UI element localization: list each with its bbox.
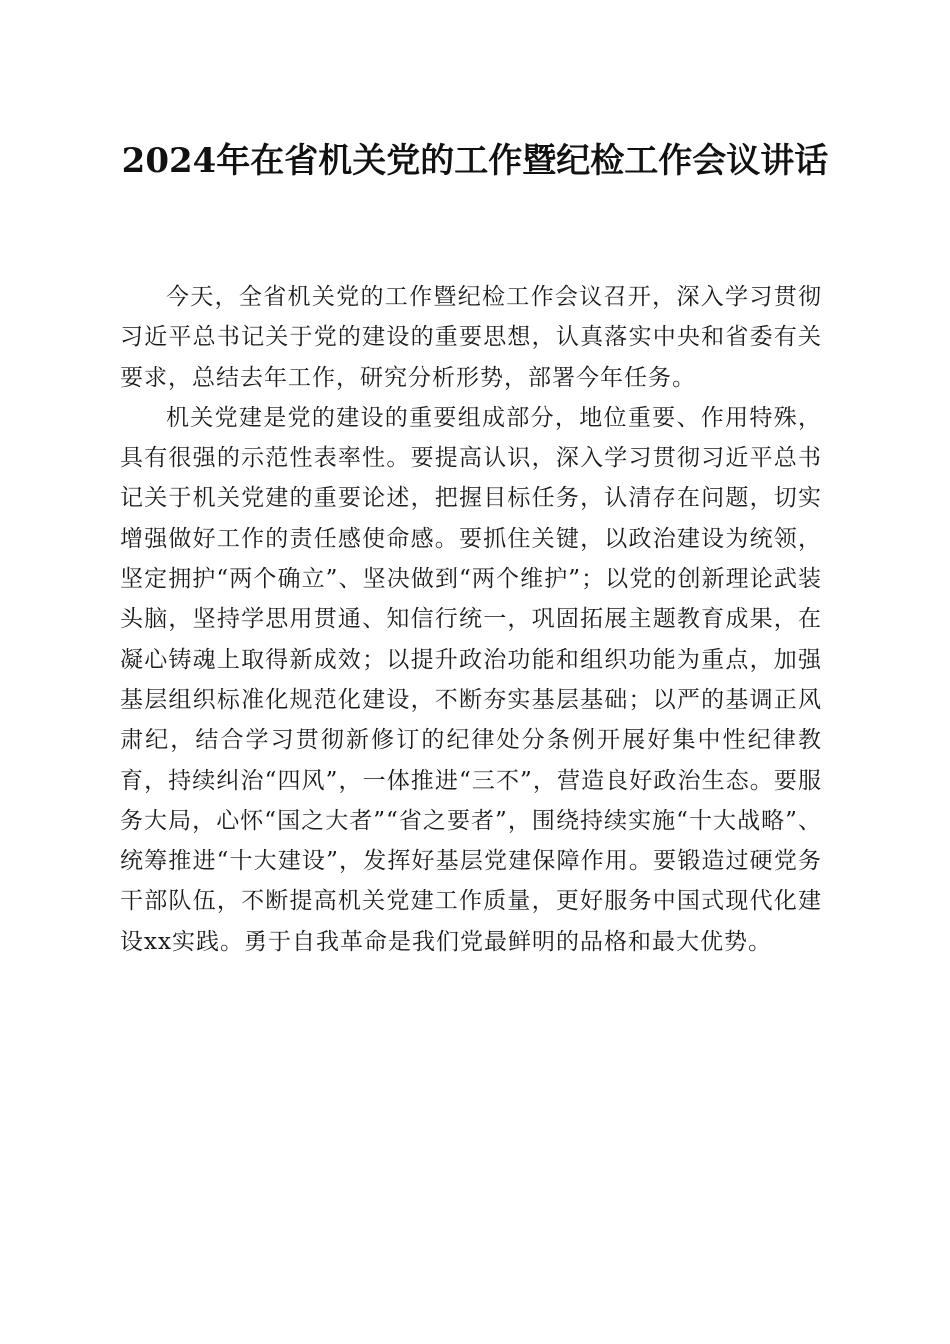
paragraph-2: 机关党建是党的建设的重要组成部分，地位重要、作用特殊，具有很强的示范性表率性。要提高认识，深入学习贯彻习近平总书记关于机关党建的重要论述，把握目标任务，认清存在问题，切实增强做好工作的责任感使命感。要抓住关键，以政治建设为统领，坚定拥护“两个确立”、坚决做到“两个维护”；以党的创新理论武装头脑，坚持学思用贯通、知信行统一，巩固拓展主题教育成果，在凝心铸魂上取得新成效；以提升政治功能和组织功能为重点，加强基层组织标准化规范化建设，不断夯实基层基础；以严的基调正风肃纪，结合学习贯彻新修订的纪律处分条例开展好集中性纪律教育，持续纠治“四风”，一体推进“三不”，营造良好政治生态。要服务大局，心怀“国之大者”“省之要者”，围绕持续实施“十大战略”、统筹推进“十大建设”，发挥好基层党建保障作用。要锻造过硬党务干部队伍，不断提高机关党建工作质量，更好服务中国式现代化建设xx实践。勇于自我革命是我们党最鲜明的品格和最大优势。 xyxy=(120,404,822,955)
document-body xyxy=(120,277,822,962)
document-title: 2024年在省机关党的工作暨纪检工作会议讲话 xyxy=(121,141,829,181)
paragraph-1: 今天，全省机关党的工作暨纪检工作会议召开，深入学习贯彻习近平总书记关于党的建设的重要思想，认真落实中央和省委有关要求，总结去年工作，研究分析形势，部署今年任务。 xyxy=(120,284,822,391)
